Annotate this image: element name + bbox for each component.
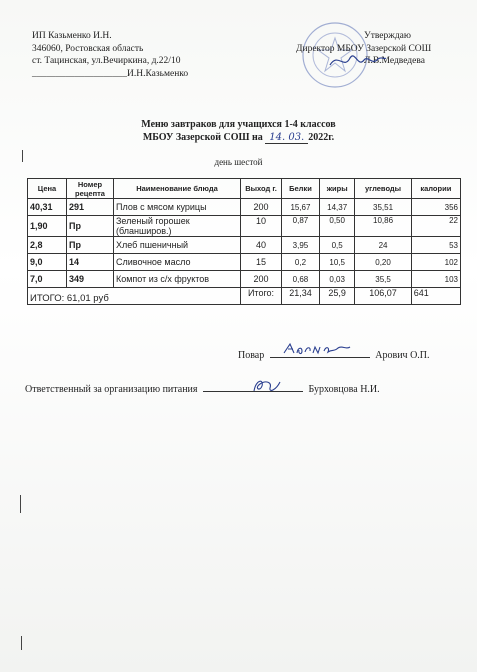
day-label: день шестой: [214, 157, 263, 167]
itogo-label: Итого:: [241, 288, 282, 305]
approval-label: Утверждаю: [364, 31, 411, 41]
director-name: Л.В.Медведева: [364, 56, 425, 66]
dish-cell: Хлеб пшеничный: [114, 237, 241, 254]
price-cell: 9,0: [28, 254, 67, 271]
fat-cell: 14,37: [319, 199, 354, 216]
calories-cell: 53: [411, 237, 460, 254]
col-fat: жиры: [319, 179, 354, 199]
dish-cell: Компот из с/х фруктов: [114, 271, 241, 288]
protein-cell: 15,67: [282, 199, 320, 216]
director-title: Директор МБОУ Зазерской СОШ: [296, 43, 432, 54]
director-signature-icon: [328, 50, 388, 72]
cook-name: Арович О.П.: [375, 350, 430, 361]
responsible-label: Ответственный за организацию питания: [25, 384, 198, 395]
dish-cell: Плов с мясом курицы: [114, 199, 241, 216]
carbs-cell: 0,20: [355, 254, 411, 271]
col-price: Цена: [28, 179, 67, 199]
cook-signature-line: [270, 357, 370, 358]
menu-year: 2022г.: [308, 132, 335, 143]
protein-cell: 3,95: [282, 237, 320, 254]
responsible-handwritten-signature-icon: [250, 376, 284, 396]
table-row: [28, 199, 461, 216]
fat-cell: 0,03: [319, 271, 354, 288]
col-carbs: углеводы: [355, 179, 411, 199]
menu-title-line2: [0, 131, 477, 144]
margin-mark: [21, 636, 22, 650]
total-fat: 25,9: [319, 288, 354, 305]
fat-cell: 0,50: [319, 216, 354, 237]
margin-mark: [20, 495, 21, 513]
responsible-name: Бурховцова Н.И.: [308, 384, 380, 395]
total-price-cell: ИТОГО: 61,01 руб: [28, 288, 241, 305]
recipe-cell: 14: [67, 254, 114, 271]
menu-title-line1: Меню завтраков для учащихся 1-4 классов: [141, 119, 336, 130]
supplier-name: ИП Казьменко И.Н.: [32, 31, 112, 41]
cook-handwritten-signature-icon: [282, 341, 352, 357]
output-cell: 200: [241, 199, 282, 216]
recipe-cell: 291: [67, 199, 114, 216]
total-carbs: 106,07: [355, 288, 411, 305]
protein-cell: 0,2: [282, 254, 320, 271]
dish-cell: Сливочное масло: [114, 254, 241, 271]
col-recipe: Номер рецепта: [67, 179, 114, 199]
totals-row: [28, 288, 461, 305]
supplier-address-2: ст. Тацинская, ул.Вечиркина, д.22/10: [32, 56, 181, 66]
output-cell: 40: [241, 237, 282, 254]
carbs-cell: 35,5: [355, 271, 411, 288]
recipe-cell: 349: [67, 271, 114, 288]
carbs-cell: 24: [355, 237, 411, 254]
calories-cell: 22: [411, 216, 460, 237]
supplier-address-1: 346060, Ростовская область: [32, 43, 144, 54]
calories-cell: 102: [411, 254, 460, 271]
carbs-cell: 10,86: [355, 216, 411, 237]
menu-title-school: МБОУ Зазерской СОШ на: [142, 132, 263, 143]
col-calories: калории: [411, 179, 460, 199]
total-calories: 641: [411, 288, 460, 305]
fat-cell: 0,5: [319, 237, 354, 254]
total-protein: 21,34: [282, 288, 320, 305]
price-cell: 2,8: [28, 237, 67, 254]
output-cell: 200: [241, 271, 282, 288]
calories-cell: 103: [411, 271, 460, 288]
output-cell: 10: [241, 216, 282, 237]
col-dish: Наименование блюда: [114, 179, 241, 199]
table-header-row: [28, 179, 461, 199]
margin-mark: [22, 150, 23, 162]
protein-cell: 0,87: [282, 216, 320, 237]
table-row: [28, 254, 461, 271]
col-output: Выход г.: [241, 179, 282, 199]
table-row: [28, 271, 461, 288]
protein-cell: 0,68: [282, 271, 320, 288]
supplier-signature-line: ____________________И.Н.Казьменко: [32, 68, 189, 79]
menu-table: [27, 178, 461, 305]
carbs-cell: 35,51: [355, 199, 411, 216]
responsible-signature: [25, 384, 380, 395]
table-row: [28, 216, 461, 237]
col-protein: Белки: [282, 179, 320, 199]
cook-label: Повар: [238, 350, 265, 361]
recipe-cell: Пр: [67, 237, 114, 254]
menu-title: [0, 118, 477, 144]
price-cell: 40,31: [28, 199, 67, 216]
recipe-cell: Пр: [67, 216, 114, 237]
price-cell: 1,90: [28, 216, 67, 237]
menu-date: 14. 03.: [265, 132, 308, 144]
price-cell: 7,0: [28, 271, 67, 288]
dish-cell: Зеленый горошек (бланширов.): [114, 216, 241, 237]
output-cell: 15: [241, 254, 282, 271]
fat-cell: 10,5: [319, 254, 354, 271]
calories-cell: 356: [411, 199, 460, 216]
supplier-block: [32, 30, 188, 80]
table-row: [28, 237, 461, 254]
